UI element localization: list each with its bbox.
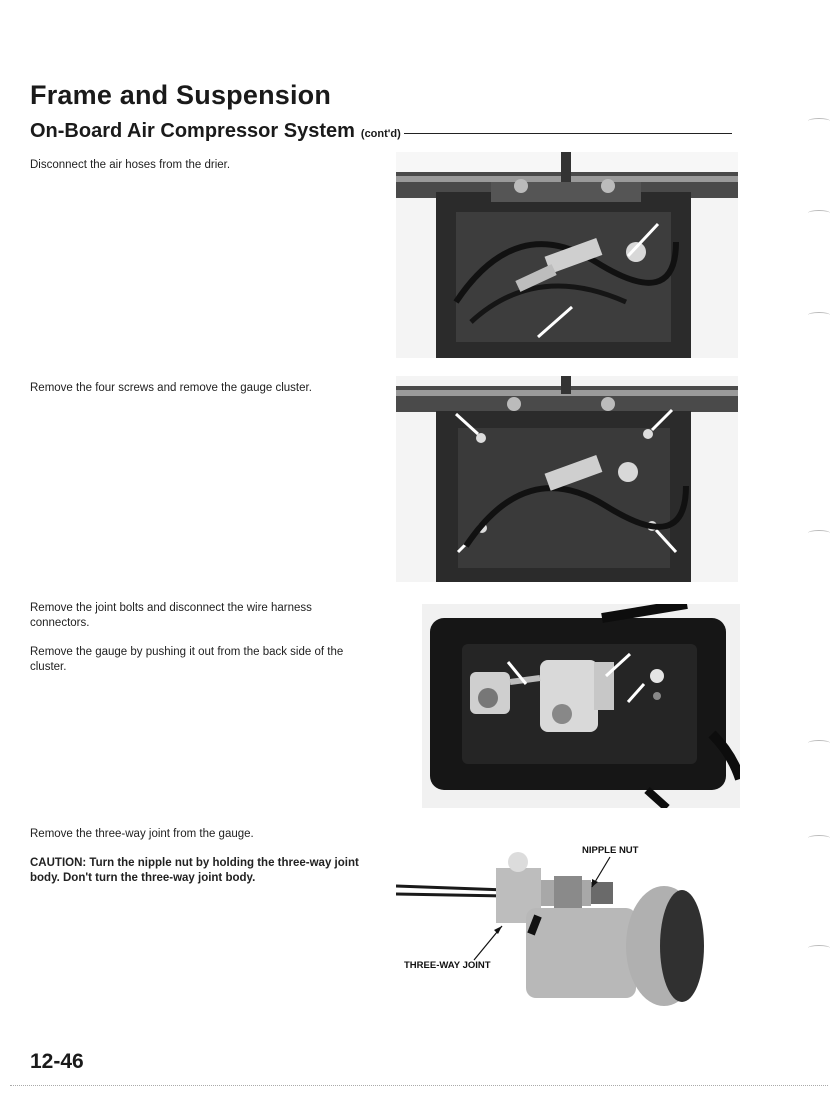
callout-leader-nipple-nut — [580, 855, 620, 895]
caution-text: Turn the nipple nut by holding the three-way joint body. Don't turn the three-way joint body. — [30, 857, 359, 884]
bottom-rule — [10, 1085, 828, 1086]
scan-edge-mark — [808, 118, 830, 124]
scan-edge-mark — [808, 312, 830, 318]
photo-three-way-joint-gauge — [396, 846, 738, 1028]
page-title: Frame and Suspension — [30, 80, 332, 110]
step-2-text: Remove the four screws and remove the gauge cluster. — [30, 382, 312, 394]
step-3-text: Remove the joint bolts and disconnect the wire harness connectors. — [30, 602, 312, 629]
caution-label: CAUTION: — [30, 857, 87, 869]
scan-edge-mark — [808, 835, 830, 841]
step-3-text-2: Remove the gauge by pushing it out from the back side of the cluster. — [30, 646, 344, 673]
photo-air-hoses-drier — [396, 152, 738, 358]
step-2 — [30, 381, 370, 410]
photo-joint-bolts-connectors — [422, 604, 740, 808]
callout-nipple-nut: NIPPLE NUT — [582, 845, 639, 856]
step-1 — [30, 158, 370, 187]
step-4 — [30, 827, 370, 900]
photo-gauge-cluster-screws — [396, 376, 738, 582]
step-3 — [30, 601, 370, 689]
section-subtitle: On-Board Air Compressor System — [30, 119, 355, 142]
scan-edge-mark — [808, 740, 830, 746]
continued-marker: (cont'd) — [360, 127, 401, 140]
scan-edge-mark — [808, 210, 830, 216]
page-number: 12-46 — [30, 1050, 84, 1073]
caution-note — [30, 856, 370, 886]
section-heading — [30, 119, 732, 143]
callout-leader-three-way-joint — [470, 920, 510, 962]
heading-rule — [404, 133, 732, 134]
step-1-text: Disconnect the air hoses from the drier. — [30, 159, 231, 171]
callout-three-way-joint: THREE-WAY JOINT — [404, 960, 491, 971]
step-4-text: Remove the three-way joint from the gauge. — [30, 828, 254, 840]
scan-edge-mark — [808, 530, 830, 536]
scan-edge-mark — [808, 945, 830, 951]
